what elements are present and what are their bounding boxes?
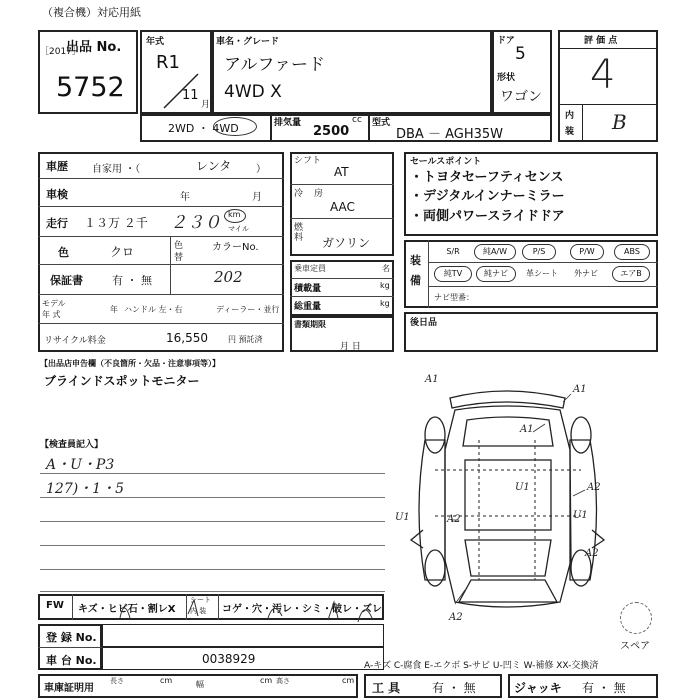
hyoka-divider-2 [558, 104, 658, 105]
color-no-value: 202 [214, 268, 243, 286]
shape-label: 形状 [497, 73, 516, 83]
garage-width: 幅 [196, 680, 204, 689]
left-info-rule-3 [38, 236, 284, 237]
recycle-unit: 円 預託済 [228, 335, 263, 344]
ac-label-1: 冷 [294, 189, 304, 199]
mark-a1-right: A1 [573, 384, 587, 395]
sales-point-1: ・トヨタセーフティセンス [410, 170, 564, 185]
tools-options: 有 ・ 無 [432, 681, 476, 695]
equip-ps: P/S [522, 244, 556, 260]
shaken-month: 月 [252, 192, 262, 203]
equip-box-rule-2 [428, 286, 658, 287]
engine-label: 排気量 [274, 118, 302, 128]
lot-year-tag: ［2017］ [40, 47, 81, 57]
engine-value: 2500 [313, 124, 350, 139]
car-grade: 4WD X [224, 82, 282, 102]
left-info-rule-7 [170, 236, 171, 294]
left-info-rule-4 [38, 264, 284, 265]
garage-cm-3: cm [342, 676, 355, 685]
shaju-label: 総重量 [294, 302, 322, 312]
katashiki-label: 型式 [372, 118, 391, 128]
equip-box-rule-3 [428, 240, 429, 308]
spare-circle [620, 602, 652, 634]
notes-label: 【出品店申告欄（不良箇所・欠品・注意事項等）】 [40, 359, 220, 368]
mileage-label: 走行 [46, 217, 68, 230]
mark-u1-right: U1 [573, 510, 588, 521]
fuel-label-2: 料 [294, 233, 304, 243]
left-info-rule-6 [38, 323, 284, 324]
notes-text: ブラインドスポットモニター [44, 374, 200, 388]
handle-options: ハンドル 左・右 [124, 305, 183, 314]
color-change-2: 替 [174, 253, 184, 263]
hosho-label: 保証書 [50, 274, 83, 287]
shareki-options: 自家用 ・（ [92, 164, 141, 175]
shape-value: ワゴン [500, 89, 542, 105]
equip-label-2: 備 [410, 274, 421, 287]
tools-label: 工 具 [372, 681, 401, 695]
hyoka-divider-3 [582, 104, 583, 142]
garage-cm-2: cm [260, 676, 273, 685]
mark-a2-front: A2 [449, 612, 463, 623]
ac-label-2: 房 [314, 189, 324, 199]
garage-length: 長さ [110, 677, 124, 685]
equip-tv: 純TV [434, 266, 472, 282]
shareki-value: レンタ [196, 159, 232, 173]
defects-items: キズ・ヒビ石・割レX [78, 604, 176, 615]
defects-sheet-2: 内 装 [190, 607, 207, 615]
hyoka-divider [558, 48, 658, 49]
left-info-rule [38, 178, 284, 179]
inspector-line-3 [40, 521, 385, 522]
mark-a1-top: A1 [425, 374, 439, 385]
color-change-1: 色 [174, 241, 184, 251]
garage-height: 高さ [276, 677, 290, 685]
inspector-line-4 [40, 545, 385, 546]
shareki-label: 車歴 [46, 160, 68, 173]
equip-box-rule [428, 262, 658, 263]
equip-navi: 純ナビ [476, 266, 516, 282]
interior-grade: B [612, 110, 627, 134]
defects-fw: FW [46, 600, 64, 611]
spare-label: スペア [620, 641, 650, 652]
rear-seat-box [404, 312, 658, 352]
equip-ext-navi: 外ナビ [574, 269, 598, 278]
color-label: 色 [58, 246, 69, 259]
damage-legend: A-キズ C-腐食 E-エクボ S-サビ U-凹ミ W-補修 XX-交換済 [364, 661, 599, 671]
interior-label-2: 装 [565, 127, 575, 137]
sekisai-unit: kg [380, 281, 390, 290]
toroku-label: 登 録 No. [46, 631, 97, 644]
equip-aw: 純A/W [474, 244, 516, 260]
defects-items2: コゲ・穴・汚レ・シミ・破レ・ズレ [222, 604, 382, 615]
mark-u1-center: U1 [515, 482, 530, 493]
defect-scribbles [38, 594, 384, 624]
equip-airbag: エアB [612, 266, 650, 282]
mileage-unit-mile: マイル [228, 225, 249, 233]
fuel-value: ガソリン [322, 236, 371, 250]
model-year: 年 [110, 305, 118, 314]
fuel-label-1: 燃 [294, 223, 304, 233]
hyoka-score: 4 [590, 52, 616, 98]
jack-options: 有 ・ 無 [582, 681, 626, 695]
car-name: アルファード [224, 55, 325, 75]
nenshiki-label: 年式 [146, 37, 165, 47]
model-label-2: 年 式 [42, 310, 61, 319]
shift-box-rule-2 [290, 218, 394, 219]
rear-seat-label: 後日品 [410, 318, 438, 328]
jack-label: ジャッキ [514, 681, 562, 695]
navi-model-label: ナビ型番： [434, 293, 474, 302]
shift-box-rule [290, 184, 394, 185]
mileage-unit-km: km [228, 210, 241, 219]
shamei-label: 車名・グレード [216, 37, 280, 47]
drive-divider [270, 114, 272, 142]
mark-u1-left: U1 [395, 512, 410, 523]
katashiki-value: DBA － AGH35W [396, 127, 503, 142]
equip-abs: ABS [614, 244, 650, 260]
drive-divider-2 [368, 114, 370, 142]
dealer-options: ディーラー・並行 [216, 305, 280, 314]
nenshiki-era: R1 [156, 52, 180, 73]
color-value: クロ [110, 245, 135, 259]
inspector-line1: A・U・P3 [46, 457, 115, 473]
teiin-label: 乗車定員 [294, 264, 326, 273]
sekisai-label: 積載量 [294, 284, 322, 294]
shaken-label: 車検 [46, 188, 68, 201]
top-note: （複合機）対応用紙 [42, 6, 141, 19]
shaken-year: 年 [180, 192, 190, 203]
inspector-line-6 [40, 591, 385, 592]
equip-leather: 革シート [526, 269, 558, 278]
weight-box-rule [290, 278, 394, 279]
drive-4wd-circle [213, 117, 257, 136]
mileage-value: １３万 ２千 [84, 216, 148, 230]
left-info-rule-2 [38, 206, 284, 207]
sales-point-3: ・両側パワースライドドア [410, 209, 565, 224]
car-diagram [395, 374, 620, 623]
garage-label: 車庫証明用 [44, 683, 94, 694]
mark-a2-front-right: A2 [585, 548, 599, 559]
door-value: 5 [515, 44, 526, 64]
lot-number: 5752 [56, 72, 125, 103]
nenshiki-slash [140, 30, 212, 114]
toroku-value-box [102, 624, 384, 647]
equip-label-1: 装 [410, 254, 421, 267]
mileage-hand: ２３０ [170, 213, 221, 233]
mark-a2-right: A2 [587, 482, 601, 493]
kigen-unit: 月 日 [340, 342, 361, 352]
engine-unit: cc [352, 115, 362, 125]
weight-box-rule-2 [290, 296, 394, 297]
ac-value: AAC [330, 200, 355, 214]
inspector-line2: 127)・1・5 [46, 481, 124, 497]
recycle-label: リサイクル料金 [44, 336, 106, 346]
garage-cm-1: cm [160, 676, 173, 685]
interior-label-1: 内 [565, 111, 575, 121]
shadai-value: 0038929 [202, 652, 256, 666]
equip-pw: P/W [570, 244, 604, 260]
inspector-label: 【検査員記入】 [40, 440, 104, 450]
shift-label: シフト [294, 156, 322, 166]
defects-sheet-1: シート [190, 596, 211, 604]
teiin-unit: 名 [382, 264, 390, 273]
hosho-options: 有 ・ 無 [112, 274, 152, 287]
shareki-close: ） [256, 164, 266, 175]
shadai-label: 車 台 No. [46, 654, 97, 667]
recycle-value: 16,550 [166, 331, 208, 345]
mark-a1-mid: A1 [520, 424, 534, 435]
mark-a2-left: A2 [447, 514, 461, 525]
shaju-unit: kg [380, 299, 390, 308]
nenshiki-month: 11 [182, 88, 199, 103]
sales-label: セールスポイント [410, 157, 482, 167]
left-info-rule-5 [38, 294, 284, 295]
hyoka-label: 評 価 点 [584, 36, 618, 46]
model-label-1: モデル [42, 299, 66, 308]
equip-sr: S/R [446, 247, 460, 256]
toroku-value-rule [38, 647, 102, 648]
lot-no-label: 出品 No. [66, 40, 122, 55]
color-no-label: カラーNo. [212, 242, 259, 253]
shift-value: AT [334, 165, 349, 179]
sales-point-2: ・デジタルインナーミラー [410, 189, 565, 204]
nenshiki-month-unit: 月 [201, 100, 211, 110]
drive-options: 2WD ・ 4WD [168, 122, 239, 135]
inspector-line-5 [40, 569, 385, 570]
door-label: ドア [497, 36, 515, 46]
kigen-label: 書類期限 [294, 320, 326, 329]
